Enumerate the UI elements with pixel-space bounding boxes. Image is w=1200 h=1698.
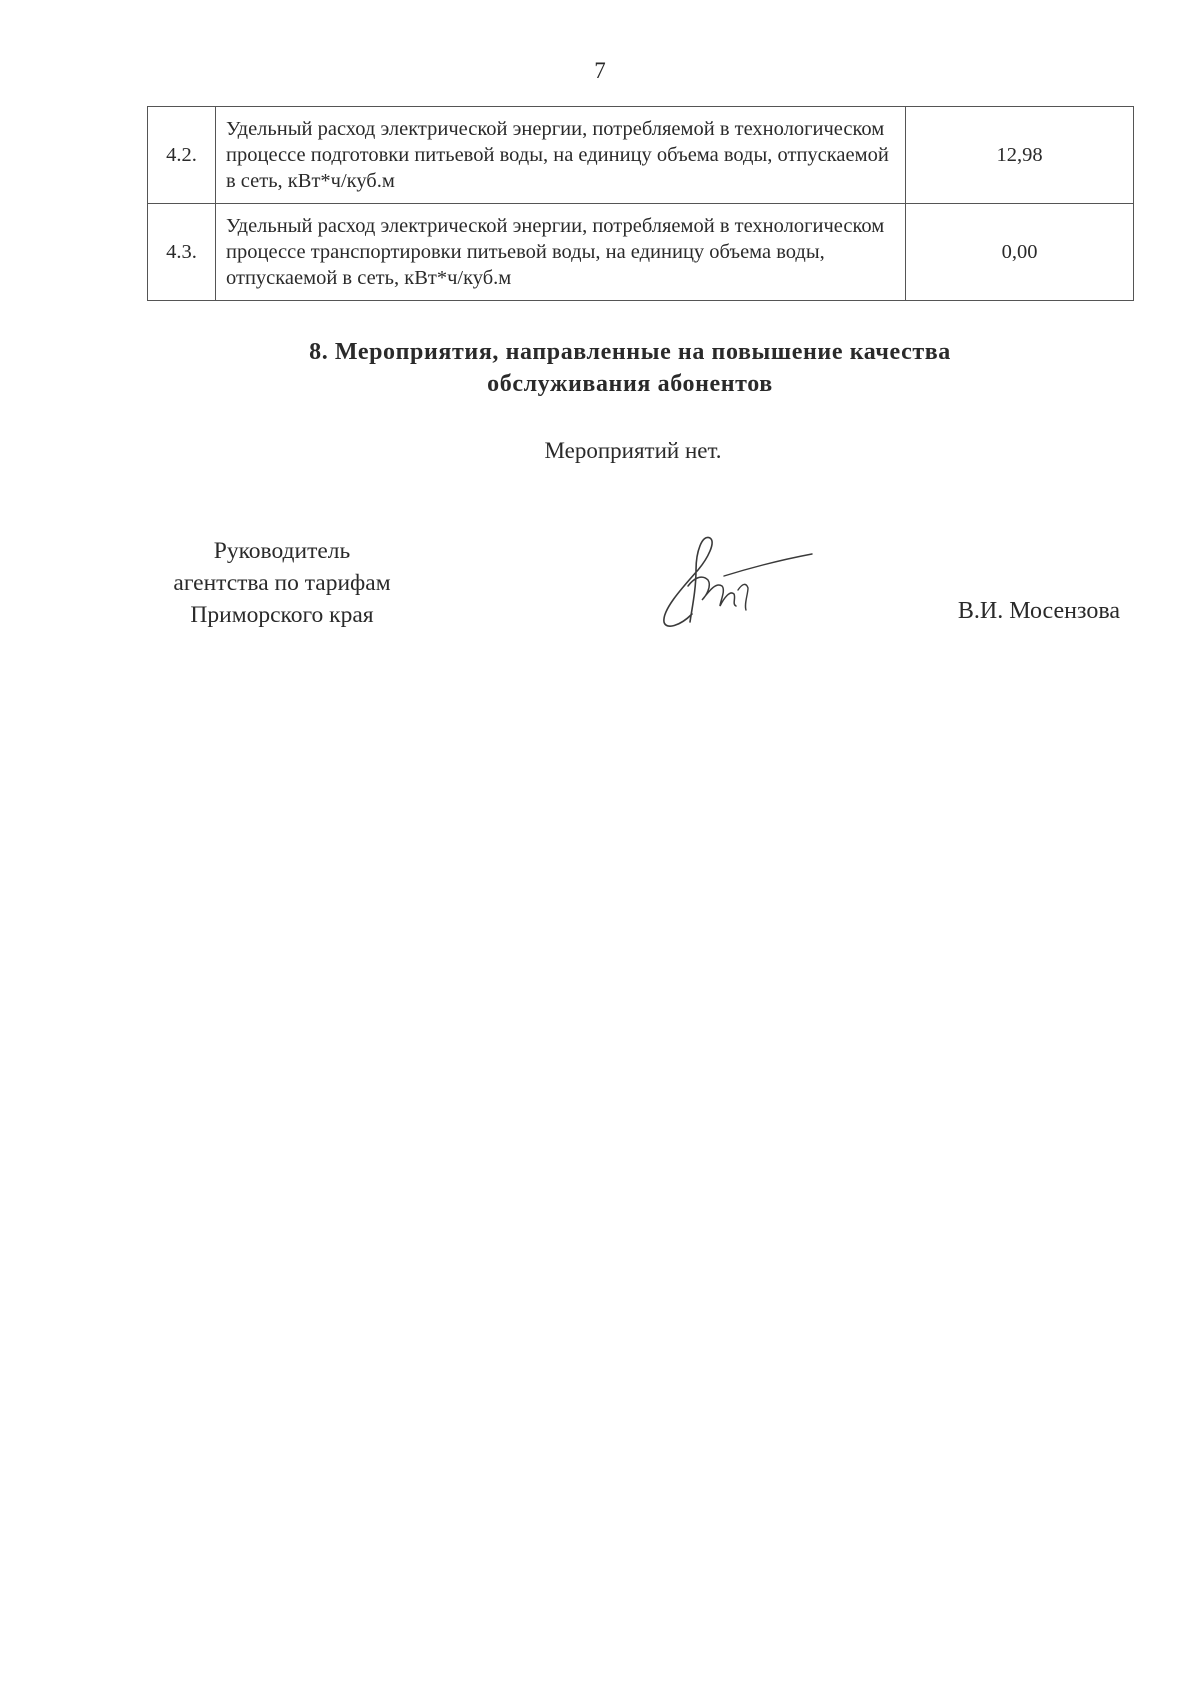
- section-heading-line: 8. Мероприятия, направленные на повышение качества: [309, 339, 951, 365]
- row-description: Удельный расход электрической энергии, потребляемой в технологическом процессе транспортировки питьевой воды, на единицу объема воды, отпускаемой в сеть, кВт*ч/куб.м: [216, 204, 906, 301]
- row-number: 4.2.: [148, 107, 216, 204]
- section-heading: [0, 336, 1200, 400]
- section-note: Мероприятий нет.: [544, 438, 722, 463]
- handwritten-signature: [630, 530, 830, 640]
- signer-title-line: Руководитель: [213, 538, 351, 564]
- indicators-table: [147, 106, 1134, 301]
- row-value: 0,00: [906, 204, 1134, 301]
- table-row: [148, 107, 1134, 204]
- signer-title: [137, 535, 427, 631]
- row-number: 4.3.: [148, 204, 216, 301]
- section-heading-line: обслуживания абонентов: [487, 371, 773, 397]
- page-number: 7: [594, 58, 606, 83]
- table-row: [148, 204, 1134, 301]
- row-description: Удельный расход электрической энергии, потребляемой в технологическом процессе подготовки питьевой воды, на единицу объема воды, отпускаемой в сеть, кВт*ч/куб.м: [216, 107, 906, 204]
- row-value: 12,98: [906, 107, 1134, 204]
- signer-title-line: агентства по тарифам: [173, 570, 391, 596]
- signer-name: В.И. Мосензова: [957, 598, 1120, 624]
- signer-title-line: Приморского края: [190, 602, 374, 628]
